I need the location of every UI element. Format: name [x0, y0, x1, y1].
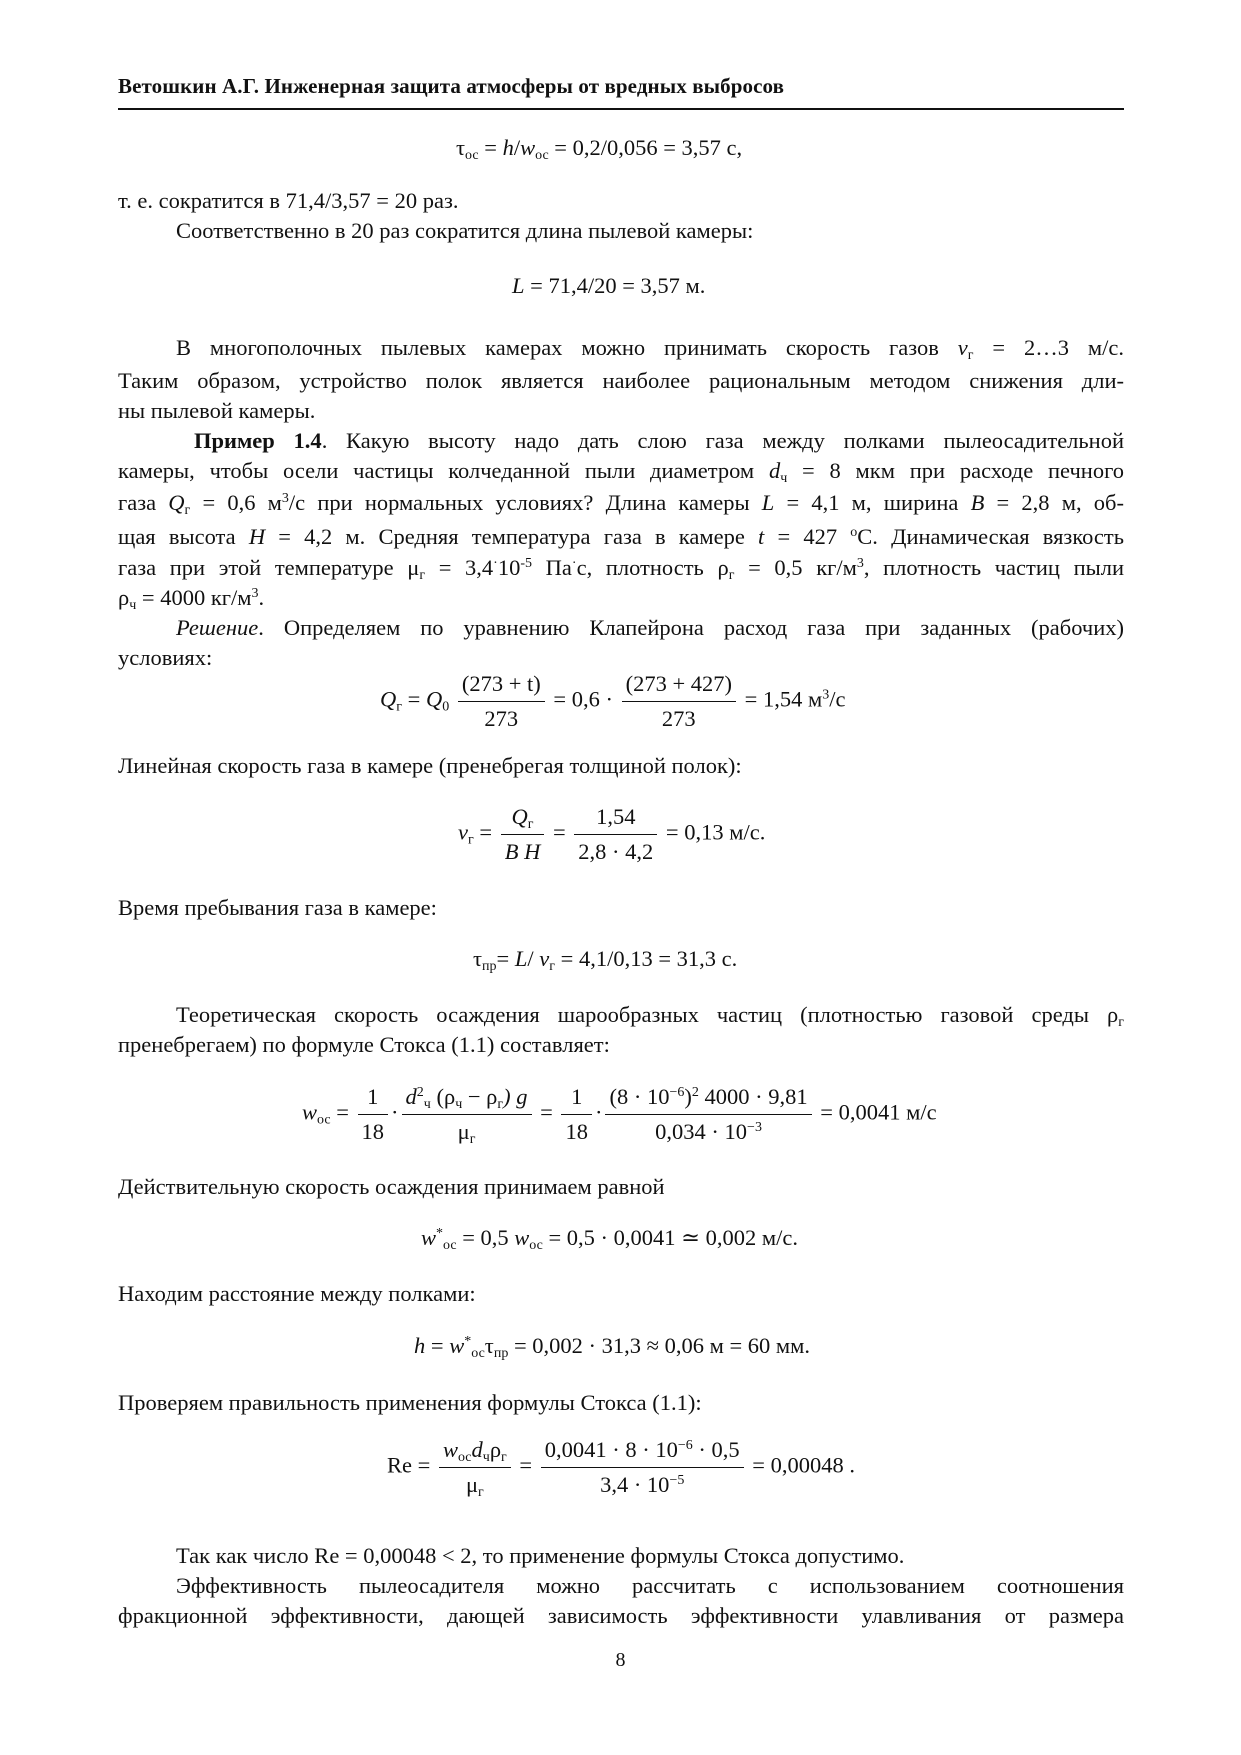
- equation-v: $v_г$ = $\frac{Q_г}{\text{B H}}$ = $\frac{1,54}{2,8 \cdot 4,2}$ = 0,13 м/с.: [458, 802, 765, 867]
- fraction: $\frac{(273 + 427)}{273}$: [622, 669, 736, 734]
- example-title: Пример 1.4: [194, 428, 322, 453]
- header-rule: [118, 108, 1124, 110]
- equation-stokes-wos: $w_{ос}$ = $\frac{1}{18}$ · $\frac{d^2_ч (\rho_ч - \rho_г) g}{\mu_г}$ = $\frac{1}{18}$ · $\frac{(8 \cdot 10^{-6})^2 4000 \cdot 9,81}{0,034 \cdot 10^{-3}}$ = 0,0041 м/с: [302, 1084, 937, 1147]
- fraction: $\frac{w_{ос}d_ч\rho_г}{\mu_г}$: [439, 1435, 511, 1500]
- fraction: $\frac{Q_г}{\text{B H}}$: [501, 802, 545, 867]
- paragraph-line: Эффективность пылеосадителя можно рассчитать с использованием соотношения: [176, 1573, 1124, 1598]
- paragraph-line: Таким образом, устройство полок является наиболее рациональным методом снижения дли-: [118, 368, 1124, 393]
- paragraph-line: Действительную скорость осаждения принимаем равной: [118, 1174, 665, 1199]
- fraction: $\frac{1}{18}$: [561, 1082, 592, 1147]
- page-number: 8: [615, 1649, 626, 1671]
- paragraph-line: $\rho_ч = 4000$ $кг/м^3$.: [118, 585, 265, 613]
- paragraph-line: газа при этой температуре $\mu_г = 3,4^\cdot 10^{-5}$ Па·с, плотность $\rho_г = 0,5$ $кг/м^3$, плотность частиц пыли: [118, 555, 1125, 583]
- running-header: Ветошкин А.Г. Инженерная защита атмосферы от вредных выбросов: [118, 74, 785, 98]
- paragraph-line: камеры, чтобы осели частицы колчеданной пыли диаметром $d_ч = 8$ мкм при расходе печного: [118, 458, 1124, 486]
- paragraph-line: Решение. Определяем по уравнению Клапейрона расход газа при заданных (рабочих): [176, 615, 1124, 640]
- paragraph-line: Находим расстояние между полками:: [118, 1281, 476, 1306]
- equation-L: L = 71,4/20 = 3,57 м.: [512, 273, 706, 298]
- fraction: $\frac{d^2_ч (\rho_ч - \rho_г) g}{\mu_г}$: [402, 1082, 532, 1147]
- paragraph-line: щая высота H = 4,2 м. Средняя температура газа в камере t = 427 $^o$С. Динамическая вязкость: [118, 524, 1124, 549]
- fraction: $\frac{1,54}{2,8 \cdot 4,2}$: [574, 802, 657, 867]
- equation-reynolds: Re = $\frac{w_{ос}d_ч\rho_г}{\mu_г}$ = $\frac{0,0041 \cdot 8 \cdot 10^{-6} \cdot 0,5}{3,4 \cdot 10^{-5}}$ = 0,00048 .: [387, 1437, 855, 1500]
- paragraph-line: ны пылевой камеры.: [118, 398, 316, 423]
- paragraph-line: условиях:: [118, 645, 213, 670]
- paragraph-line: газа $Q_г = 0,6$ $м^3/с$ при нормальных условиях? Длина камеры L = 4,1 м, ширина B = 2,8 м, об-: [118, 490, 1124, 518]
- equation-w-star: $w^*_{ос} = 0,5$ $w_{ос} = 0,5 \cdot 0,0041$ ≃ 0,002 м/с.: [421, 1225, 798, 1253]
- paragraph-line: фракционной эффективности, дающей зависимость эффективности улавливания от размера: [118, 1603, 1124, 1628]
- paragraph-line: Линейная скорость газа в камере (пренебрегая толщиной полок):: [118, 753, 742, 778]
- paragraph-line: пренебрегаем) по формуле Стокса (1.1) составляет:: [118, 1032, 610, 1057]
- equation-tau-pr: $\tau_{пр}= L/$ $v_г = 4,1/0,13 = 31,3$ с.: [473, 946, 738, 974]
- paragraph-line: Проверяем правильность применения формулы Стокса (1.1):: [118, 1390, 702, 1415]
- paragraph-line: Соответственно в 20 раз сократится длина пылевой камеры:: [176, 218, 754, 243]
- fraction: $\frac{(273 + t)}{273}$: [458, 669, 545, 734]
- paragraph-line: Так как число Re = 0,00048 < 2, то применение формулы Стокса допустимо.: [176, 1543, 905, 1568]
- equation-tau-os: $\tau_{ос} = h/w_{ос} = 0,2/0,056 = 3,57$ с,: [456, 135, 743, 163]
- fraction: $\frac{(8 \cdot 10^{-6})^2 4000 \cdot 9,81}{0,034 \cdot 10^{-3}}$: [605, 1082, 811, 1147]
- paragraph-line: Теоретическая скорость осаждения шарообразных частиц (плотностью газовой среды $\rho_г$: [176, 1002, 1124, 1030]
- example-heading-line: Пример 1.4. Какую высоту надо дать слою газа между полками пылеосадительной: [194, 428, 1124, 453]
- fraction: $\frac{1}{18}$: [358, 1082, 389, 1147]
- solution-title: Решение: [176, 615, 259, 640]
- paragraph-line: т. е. сократится в 71,4/3,57 = 20 раз.: [118, 188, 459, 213]
- paragraph-line: В многополочных пылевых камерах можно принимать скорость газов $v_г$ = 2…3 м/с.: [176, 335, 1124, 363]
- paragraph-line: Время пребывания газа в камере:: [118, 895, 437, 920]
- equation-Q-clapeyron: $Q_г = Q_0$ $\frac{(273 + t)}{273}$ = 0,6 · $\frac{(273 + 427)}{273}$ = 1,54 $м^3/с$: [380, 669, 845, 734]
- fraction: $\frac{0,0041 \cdot 8 \cdot 10^{-6} \cdot 0,5}{3,4 \cdot 10^{-5}}$: [541, 1435, 744, 1500]
- equation-h: $h = w^*_{ос}\tau_{пр} = 0,002 \cdot 31,3 \approx 0,06$ м = 60 мм.: [414, 1333, 811, 1361]
